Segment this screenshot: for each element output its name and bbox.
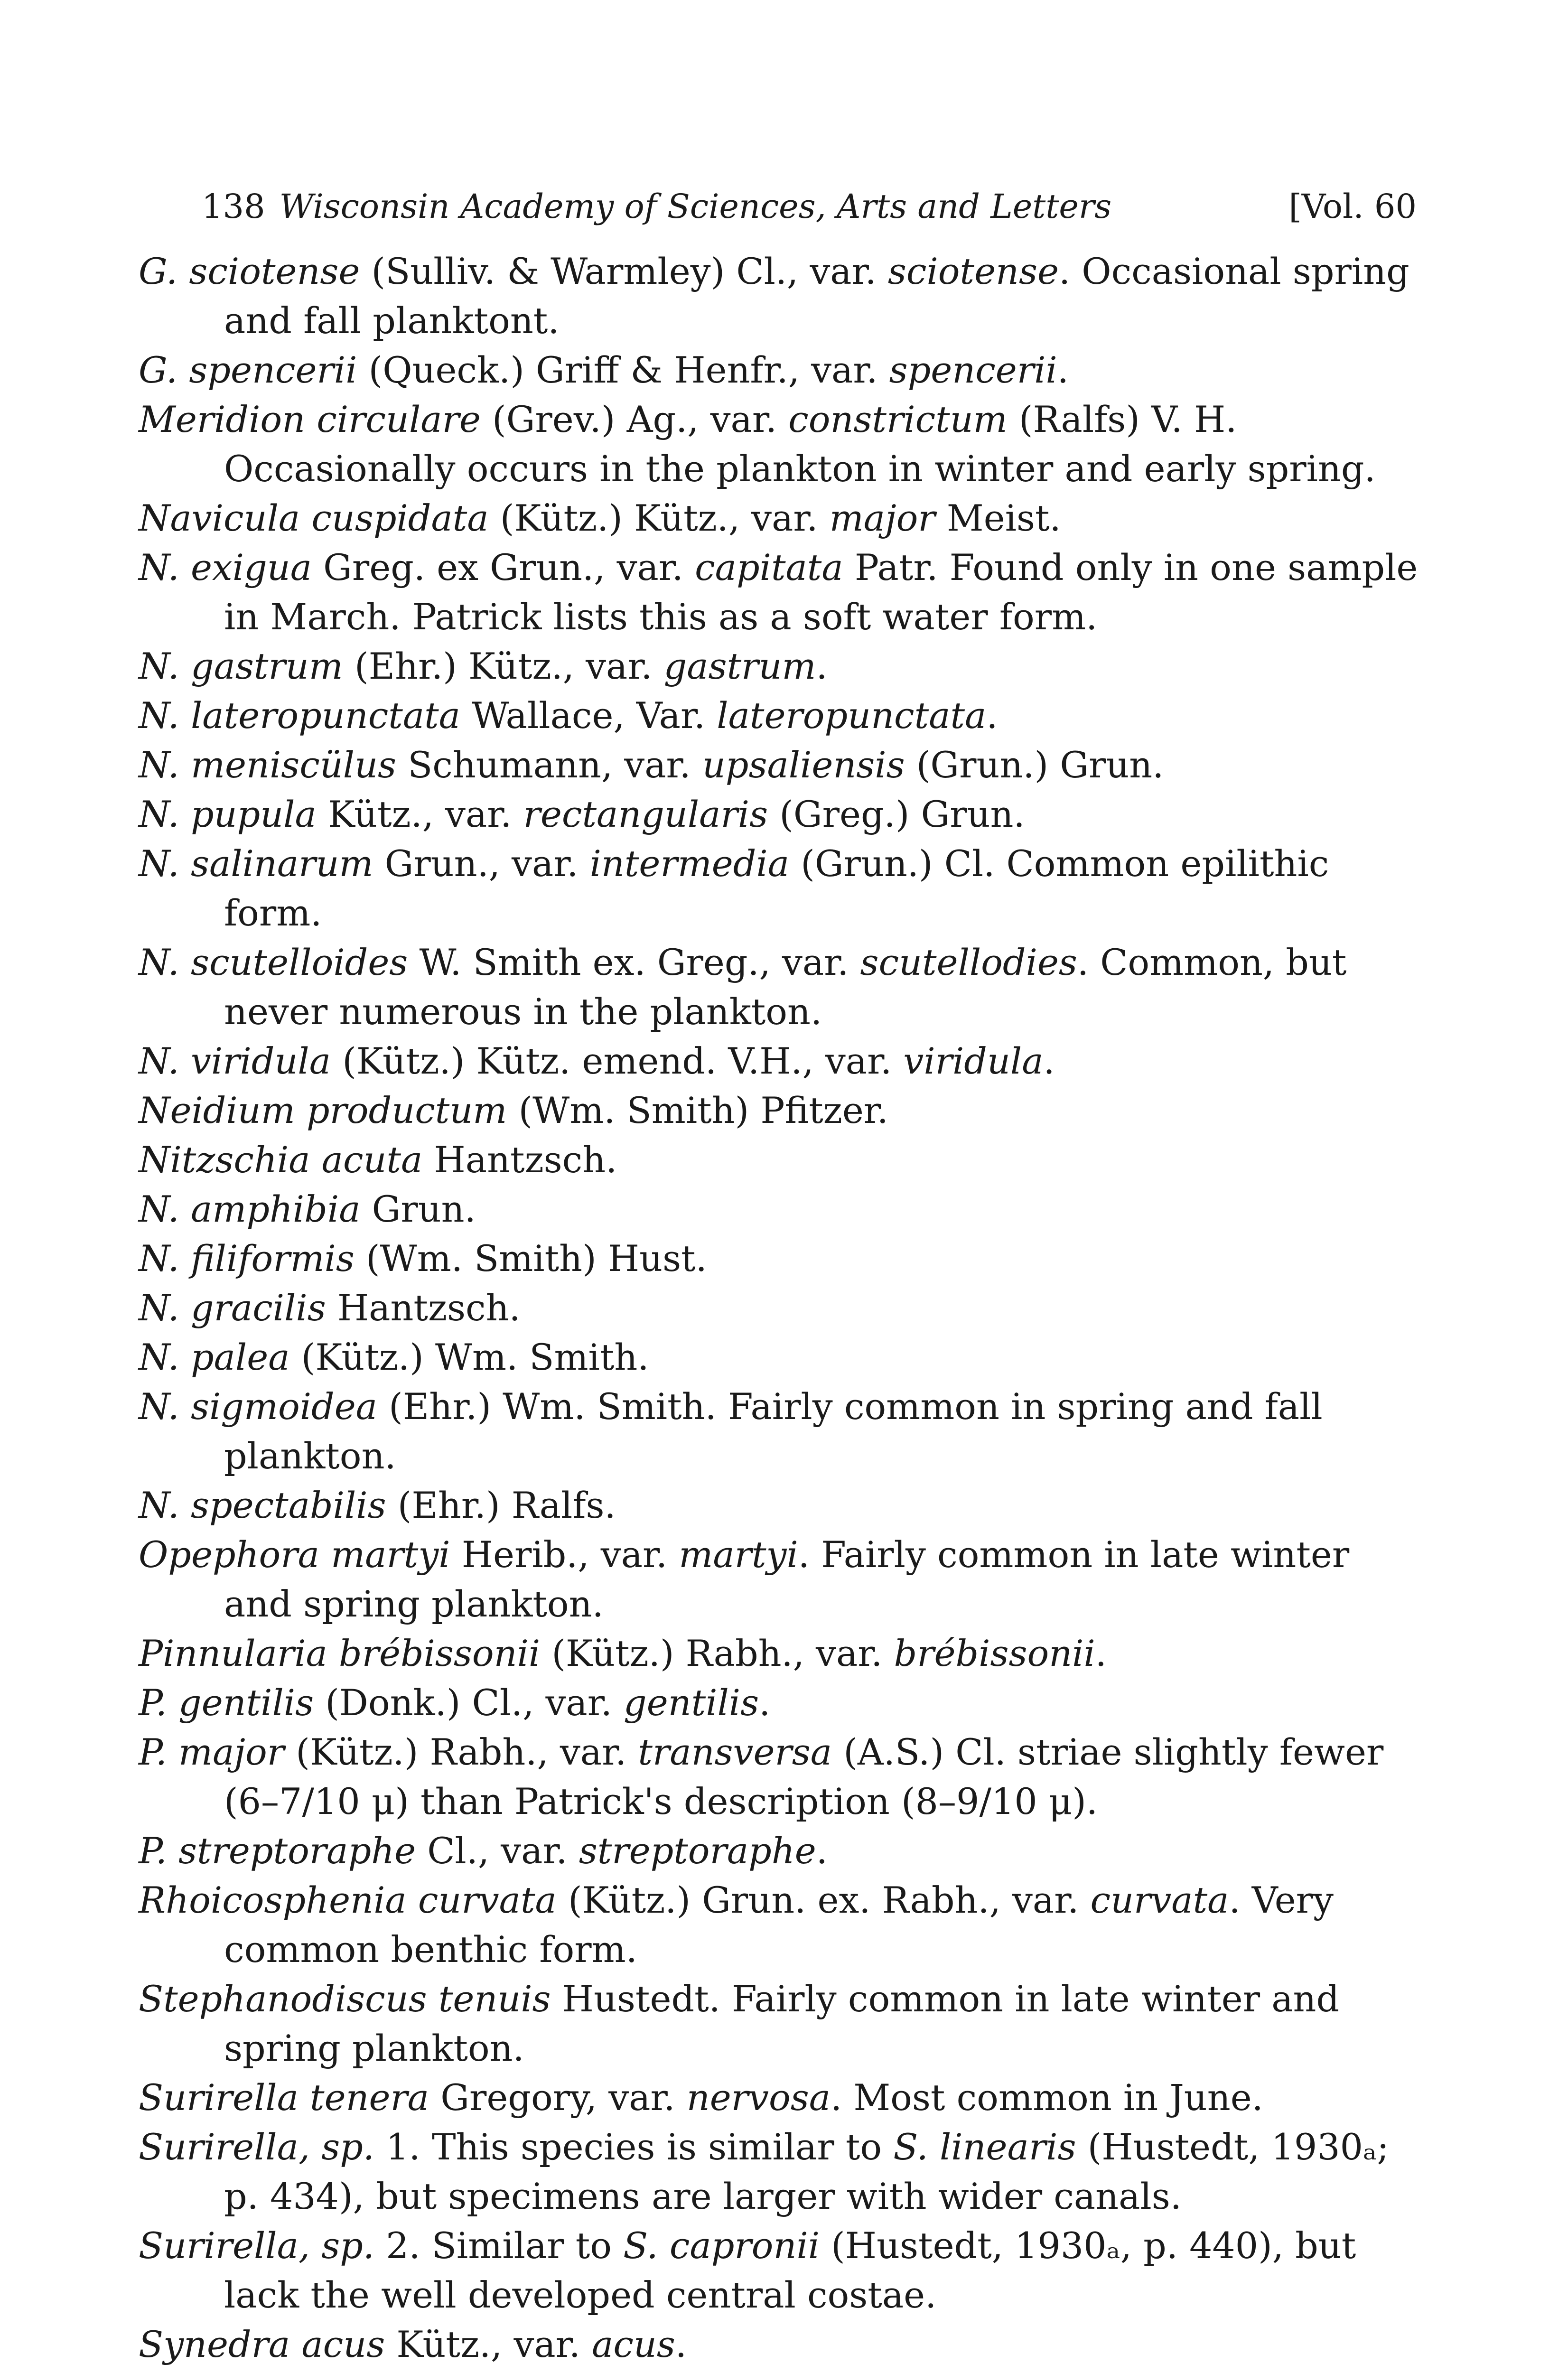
authority-text: (Ehr.) Ralfs. xyxy=(386,1484,616,1526)
species-entry xyxy=(139,1333,1425,1382)
authority-text: W. Smith ex. Greg., var. xyxy=(408,941,860,983)
taxon-name: N. amphibia xyxy=(139,1188,361,1230)
taxon-name: N. meniscülus xyxy=(139,744,397,786)
taxon-name: P. streptoraphe xyxy=(139,1830,416,1872)
authority-text: (Kütz.) Rabh., var. xyxy=(540,1632,894,1674)
entry-note: Patr. Found only in one sample in March. Patrick lists this as a soft water form. xyxy=(224,546,1418,638)
species-entry xyxy=(139,1283,1425,1333)
taxon-name: Navicula cuspidata xyxy=(139,497,489,539)
species-entry xyxy=(139,1876,1425,1974)
species-entry xyxy=(139,247,1425,346)
entry-note: Meist. xyxy=(935,497,1061,539)
volume-label: [Vol. 60 xyxy=(1288,187,1417,226)
species-entry xyxy=(139,2073,1425,2122)
authority-text: 1. This species is similar to xyxy=(374,2126,894,2168)
variety-epithet: capitata xyxy=(695,546,843,589)
authority-text: Grun., var. xyxy=(373,842,590,885)
taxon-name: N. pupula xyxy=(139,793,317,835)
taxon-name: P. major xyxy=(139,1731,285,1773)
authority-text: 2. Similar to xyxy=(374,2224,624,2267)
variety-epithet: scutellodies xyxy=(860,941,1077,983)
entry-note: . xyxy=(816,1830,828,1872)
entry-note: . Common, but never numerous in the plankton. xyxy=(224,941,1347,1033)
entry-note: (Hustedt, 1930ₐ; p. 434), but specimens are larger with wider canals. xyxy=(224,2126,1389,2217)
species-entry xyxy=(139,1826,1425,1876)
species-entry xyxy=(139,1037,1425,1086)
authority-text: (Ehr.) Wm. Smith. Fairly common in spring and fall plankton. xyxy=(224,1385,1323,1477)
running-header xyxy=(202,187,1417,226)
authority-text: (Kütz.) Rabh., var. xyxy=(284,1731,638,1773)
species-entry xyxy=(139,1629,1425,1678)
authority-text: Hantzsch. xyxy=(326,1287,521,1329)
entry-note: . xyxy=(986,694,998,737)
taxon-name: N. palea xyxy=(139,1336,290,1378)
taxon-name: Nitzschia acuta xyxy=(139,1139,423,1181)
species-entry xyxy=(139,1974,1425,2073)
authority-text: (Queck.) Griff & Henfr., var. xyxy=(357,349,889,391)
variety-epithet: martyi xyxy=(679,1533,798,1576)
taxon-name: G. sciotense xyxy=(139,250,360,292)
taxon-name: G. spencerii xyxy=(139,349,357,391)
authority-text: Kütz., var. xyxy=(385,2323,592,2365)
variety-epithet: brébissonii xyxy=(894,1632,1095,1674)
species-entry xyxy=(139,1135,1425,1185)
species-entry xyxy=(139,839,1425,938)
entry-note: . xyxy=(816,645,828,687)
species-entry xyxy=(139,1185,1425,1234)
authority-text: Cl., var. xyxy=(416,1830,579,1872)
species-entry xyxy=(139,938,1425,1037)
taxon-name: N. salinarum xyxy=(139,842,373,885)
taxon-name: N. sigmoidea xyxy=(139,1385,377,1428)
entry-note: . xyxy=(1057,349,1069,391)
entry-note: . xyxy=(675,2323,687,2365)
variety-epithet: rectangularis xyxy=(523,793,768,835)
taxon-name: N. gracilis xyxy=(139,1287,326,1329)
variety-epithet: sciotense xyxy=(887,250,1059,292)
species-entry xyxy=(139,2369,1425,2373)
authority-text: (Kütz.) Kütz. emend. V.H., var. xyxy=(331,1040,904,1082)
entry-note: . Fairly common in late winter and spring plankton. xyxy=(224,1533,1350,1625)
variety-epithet: spencerii xyxy=(889,349,1057,391)
species-entry xyxy=(139,1481,1425,1530)
taxon-name: Neidium productum xyxy=(139,1089,507,1131)
authority-text: (Kütz.) Grun. ex. Rabh., var. xyxy=(556,1879,1091,1921)
variety-epithet: curvata xyxy=(1090,1879,1229,1921)
variety-epithet: major xyxy=(829,497,935,539)
variety-epithet: intermedia xyxy=(589,842,790,885)
variety-epithet: streptoraphe xyxy=(579,1830,816,1872)
species-entry xyxy=(139,494,1425,543)
variety-epithet: upsaliensis xyxy=(702,744,905,786)
taxon-name: Meridion circulare xyxy=(139,398,481,440)
authority-text: Gregory, var. xyxy=(429,2076,687,2119)
authority-text: Herib., var. xyxy=(450,1533,679,1576)
authority-text: (Kütz.) Kütz., var. xyxy=(488,497,830,539)
entry-note: (Greg.) Grun. xyxy=(768,793,1025,835)
authority-text: (Wm. Smith) Hust. xyxy=(354,1237,707,1280)
variety-epithet: nervosa xyxy=(686,2076,831,2119)
variety-epithet: gastrum xyxy=(663,645,816,687)
taxon-name: N. viridula xyxy=(139,1040,331,1082)
entry-note: (A.S.) Cl. striae slightly fewer (6–7/10 μ) than Patrick's description (8–9/10 μ). xyxy=(224,1731,1384,1822)
authority-text: Greg. ex Grun., var. xyxy=(312,546,695,589)
species-entry xyxy=(139,1678,1425,1728)
authority-text: (Ehr.) Kütz., var. xyxy=(343,645,664,687)
species-entry xyxy=(139,346,1425,395)
entry-note: (Grun.) Grun. xyxy=(905,744,1164,786)
entry-note: . xyxy=(1095,1632,1107,1674)
variety-epithet: viridula xyxy=(903,1040,1044,1082)
taxon-name: N. exigua xyxy=(139,546,312,589)
species-entry xyxy=(139,2122,1425,2221)
authority-text: Kütz., var. xyxy=(316,793,523,835)
authority-text: (Wm. Smith) Pfitzer. xyxy=(507,1089,888,1131)
entry-note: . xyxy=(1043,1040,1055,1082)
authority-text: (Kütz.) Wm. Smith. xyxy=(289,1336,649,1378)
entry-note: (Grun.) Cl. Common epilithic form. xyxy=(224,842,1329,934)
taxon-name: Surirella, sp. xyxy=(139,2224,375,2267)
species-entry xyxy=(139,691,1425,740)
taxon-name: N. scutelloides xyxy=(139,941,408,983)
species-entry xyxy=(139,2221,1425,2320)
variety-epithet: constrictum xyxy=(788,398,1008,440)
species-entry xyxy=(139,790,1425,839)
journal-title: Wisconsin Academy of Sciences, Arts and Letters xyxy=(279,187,1112,226)
variety-epithet: acus xyxy=(592,2323,675,2365)
authority-text: Grun. xyxy=(360,1188,476,1230)
species-entry xyxy=(139,1234,1425,1283)
authority-text: Schumann, var. xyxy=(396,744,702,786)
authority-text: (Sulliv. & Warmley) Cl., var. xyxy=(360,250,888,292)
species-entry xyxy=(139,1382,1425,1481)
taxon-name: N. gastrum xyxy=(139,645,343,687)
variety-epithet: S. capronii xyxy=(623,2224,820,2267)
variety-epithet: S. linearis xyxy=(893,2126,1076,2168)
taxon-name: Pinnularia brébissonii xyxy=(139,1632,541,1674)
authority-text: (Donk.) Cl., var. xyxy=(314,1682,624,1724)
authority-text: Hustedt. Fairly common in late winter and spring plankton. xyxy=(224,1978,1340,2069)
species-entry xyxy=(139,2320,1425,2369)
authority-text: (Grev.) Ag., var. xyxy=(480,398,789,440)
species-entry xyxy=(139,395,1425,494)
species-entry xyxy=(139,1530,1425,1629)
entry-note: . Occasional spring and fall planktont. xyxy=(224,250,1409,342)
variety-epithet: transversa xyxy=(638,1731,832,1773)
authority-text: Wallace, Var. xyxy=(460,694,717,737)
page-number: 138 xyxy=(202,187,265,226)
taxon-name: Surirella, sp. xyxy=(139,2126,375,2168)
taxon-name: N. lateropunctata xyxy=(139,694,460,737)
taxon-name: Synedra acus xyxy=(139,2323,385,2365)
entry-note: . Very common benthic form. xyxy=(224,1879,1334,1971)
taxon-name: N. spectabilis xyxy=(139,1484,386,1526)
entry-note: (Ralfs) V. H. Occasionally occurs in the plankton in winter and early spring. xyxy=(224,398,1376,490)
taxon-name: Surirella tenera xyxy=(139,2076,429,2119)
species-entry xyxy=(139,1728,1425,1826)
species-entry xyxy=(139,543,1425,642)
entry-note: . Most common in June. xyxy=(831,2076,1263,2119)
species-entry xyxy=(139,642,1425,691)
authority-text: Hantzsch. xyxy=(422,1139,617,1181)
entry-note: (Hustedt, 1930ₐ, p. 440), but lack the well developed central costae. xyxy=(224,2224,1356,2316)
species-entry xyxy=(139,740,1425,790)
taxon-name: N. filiformis xyxy=(139,1237,355,1280)
taxon-name: Stephanodiscus tenuis xyxy=(139,1978,551,2020)
taxon-name: P. gentilis xyxy=(139,1682,314,1724)
taxon-name: Opephora martyi xyxy=(139,1533,450,1576)
variety-epithet: gentilis xyxy=(624,1682,759,1724)
species-list xyxy=(139,247,1425,2373)
entry-note: . xyxy=(759,1682,771,1724)
variety-epithet: lateropunctata xyxy=(717,694,987,737)
taxon-name: Rhoicosphenia curvata xyxy=(139,1879,557,1921)
species-entry xyxy=(139,1086,1425,1135)
